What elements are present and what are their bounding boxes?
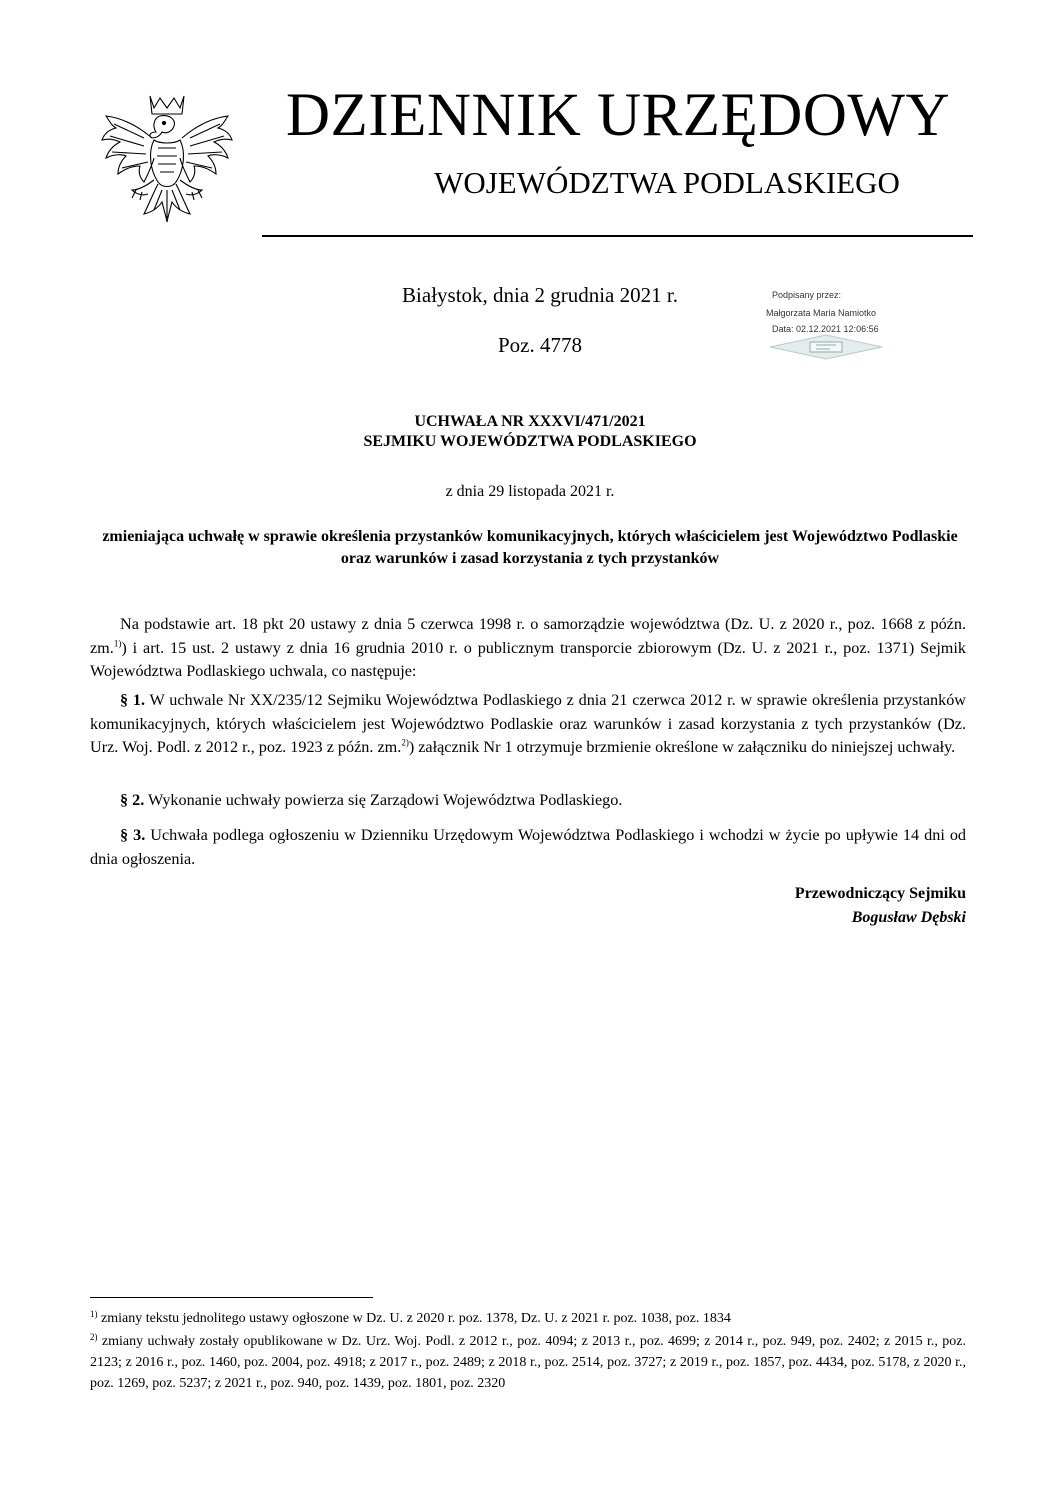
section-3-label: § 3. <box>120 826 146 844</box>
resolution-subject: zmieniająca uchwałę w sprawie określenia przystanków komunikacyjnych, których właścicielem jest Województwo Podlaskie oraz warunków i zasad korzystania z tych przystanków <box>102 528 958 567</box>
header-divider <box>262 235 973 237</box>
signature-date: Data: 02.12.2021 12:06:56 <box>772 324 879 334</box>
footnote-ref-2: 2) <box>401 737 409 748</box>
footnote-2 <box>90 1327 966 1394</box>
footnote-divider <box>90 1297 373 1298</box>
footnote-2-text: zmiany uchwały zostały opublikowane w Dz. Urz. Woj. Podl. z 2012 r., poz. 4094; z 2013 r., poz. 4699; z 2014 r., poz. 949, poz. 2402; z 2015 r., poz. 2123; z 2016 r., poz. 1460, poz. 2004, poz. 4918; z 2017 r., poz. 2489; z 2018 r., poz. 2514, poz. 3727; z 2019 r., poz. 1857, poz. 4434, poz. 5178, z 2020 r., poz. 1269, poz. 5237; z 2021 r., poz. 940, poz. 1439, poz. 1801, poz. 2320 <box>90 1334 967 1391</box>
section-1-paragraph: § 1. W uchwale Nr XX/235/12 Sejmiku Województwa Podlaskiego z dnia 21 czerwca 2012 r. w sprawie określenia przystanków komunikacyjnych, których właścicielem jest Województwo Podlaskie oraz warunków i zasad korzystania z tych przystanków (Dz. Urz. Woj. Podl. z 2012 r., poz. 1923 z późn. zm.$^{2)}$) załącznik Nr 1 otrzymuje brzmienie określone w załączniku do niniejszej uchwały. <box>90 691 966 756</box>
issue-place-date: Białystok, dnia 2 grudnia 2021 r. <box>402 283 678 307</box>
journal-title: DZIENNIK URZĘDOWY <box>285 82 951 149</box>
e-signature-logo-icon <box>766 334 886 360</box>
section-3-paragraph: § 3. Uchwała podlega ogłoszeniu w Dzienniku Urzędowym Województwa Podlaskiego i wchodzi w życie po upływie 14 dni od dnia ogłoszenia. <box>90 826 967 868</box>
signatory-name: Bogusław Dębski <box>851 909 966 926</box>
footnote-1 <box>90 1304 966 1329</box>
footnote-1-mark: 1) <box>90 1309 98 1319</box>
signature-signer: Małgorzata Maria Namiotko <box>766 308 877 318</box>
section-2-paragraph: § 2. Wykonanie uchwały powierza się Zarządowi Województwa Podlaskiego. <box>120 791 623 809</box>
footnote-1-text: zmiany tekstu jednolitego ustawy ogłoszone w Dz. U. z 2020 r. poz. 1378, Dz. U. z 2021 r. poz. 1038, poz. 1834 <box>101 1311 731 1326</box>
journal-subtitle: WOJEWÓDZTWA PODLASKIEGO <box>434 165 900 200</box>
signatory-title: Przewodniczący Sejmiku <box>794 885 966 902</box>
eagle-emblem-icon <box>92 86 242 234</box>
footnote-2-mark: 2) <box>90 1332 98 1342</box>
position-number: Poz. 4778 <box>498 333 582 357</box>
section-1-label: § 1. <box>120 691 145 709</box>
resolution-body: SEJMIKU WOJEWÓDZTWA PODLASKIEGO <box>363 433 697 450</box>
electronic-signature <box>766 290 926 370</box>
legal-basis-paragraph: Na podstawie art. 18 pkt 20 ustawy z dnia 5 czerwca 1998 r. o samorządzie województwa (Dz. U. z 2020 r., poz. 1668 z późn. zm.$^{1)}$) i art. 15 ust. 2 ustawy z dnia 16 grudnia 2010 r. o publicznym transporcie zbiorowym (Dz. U. z 2021 r., poz. 1371) Sejmik Województwa Podlaskiego uchwala, co następuje: <box>90 615 966 680</box>
section-2-label: § 2. <box>120 791 145 809</box>
footnote-ref-1: 1) <box>113 638 122 649</box>
signature-label: Podpisany przez: <box>772 290 842 300</box>
resolution-date: z dnia 29 listopada 2021 r. <box>445 483 615 500</box>
resolution-number: UCHWAŁA NR XXXVI/471/2021 <box>414 413 646 430</box>
